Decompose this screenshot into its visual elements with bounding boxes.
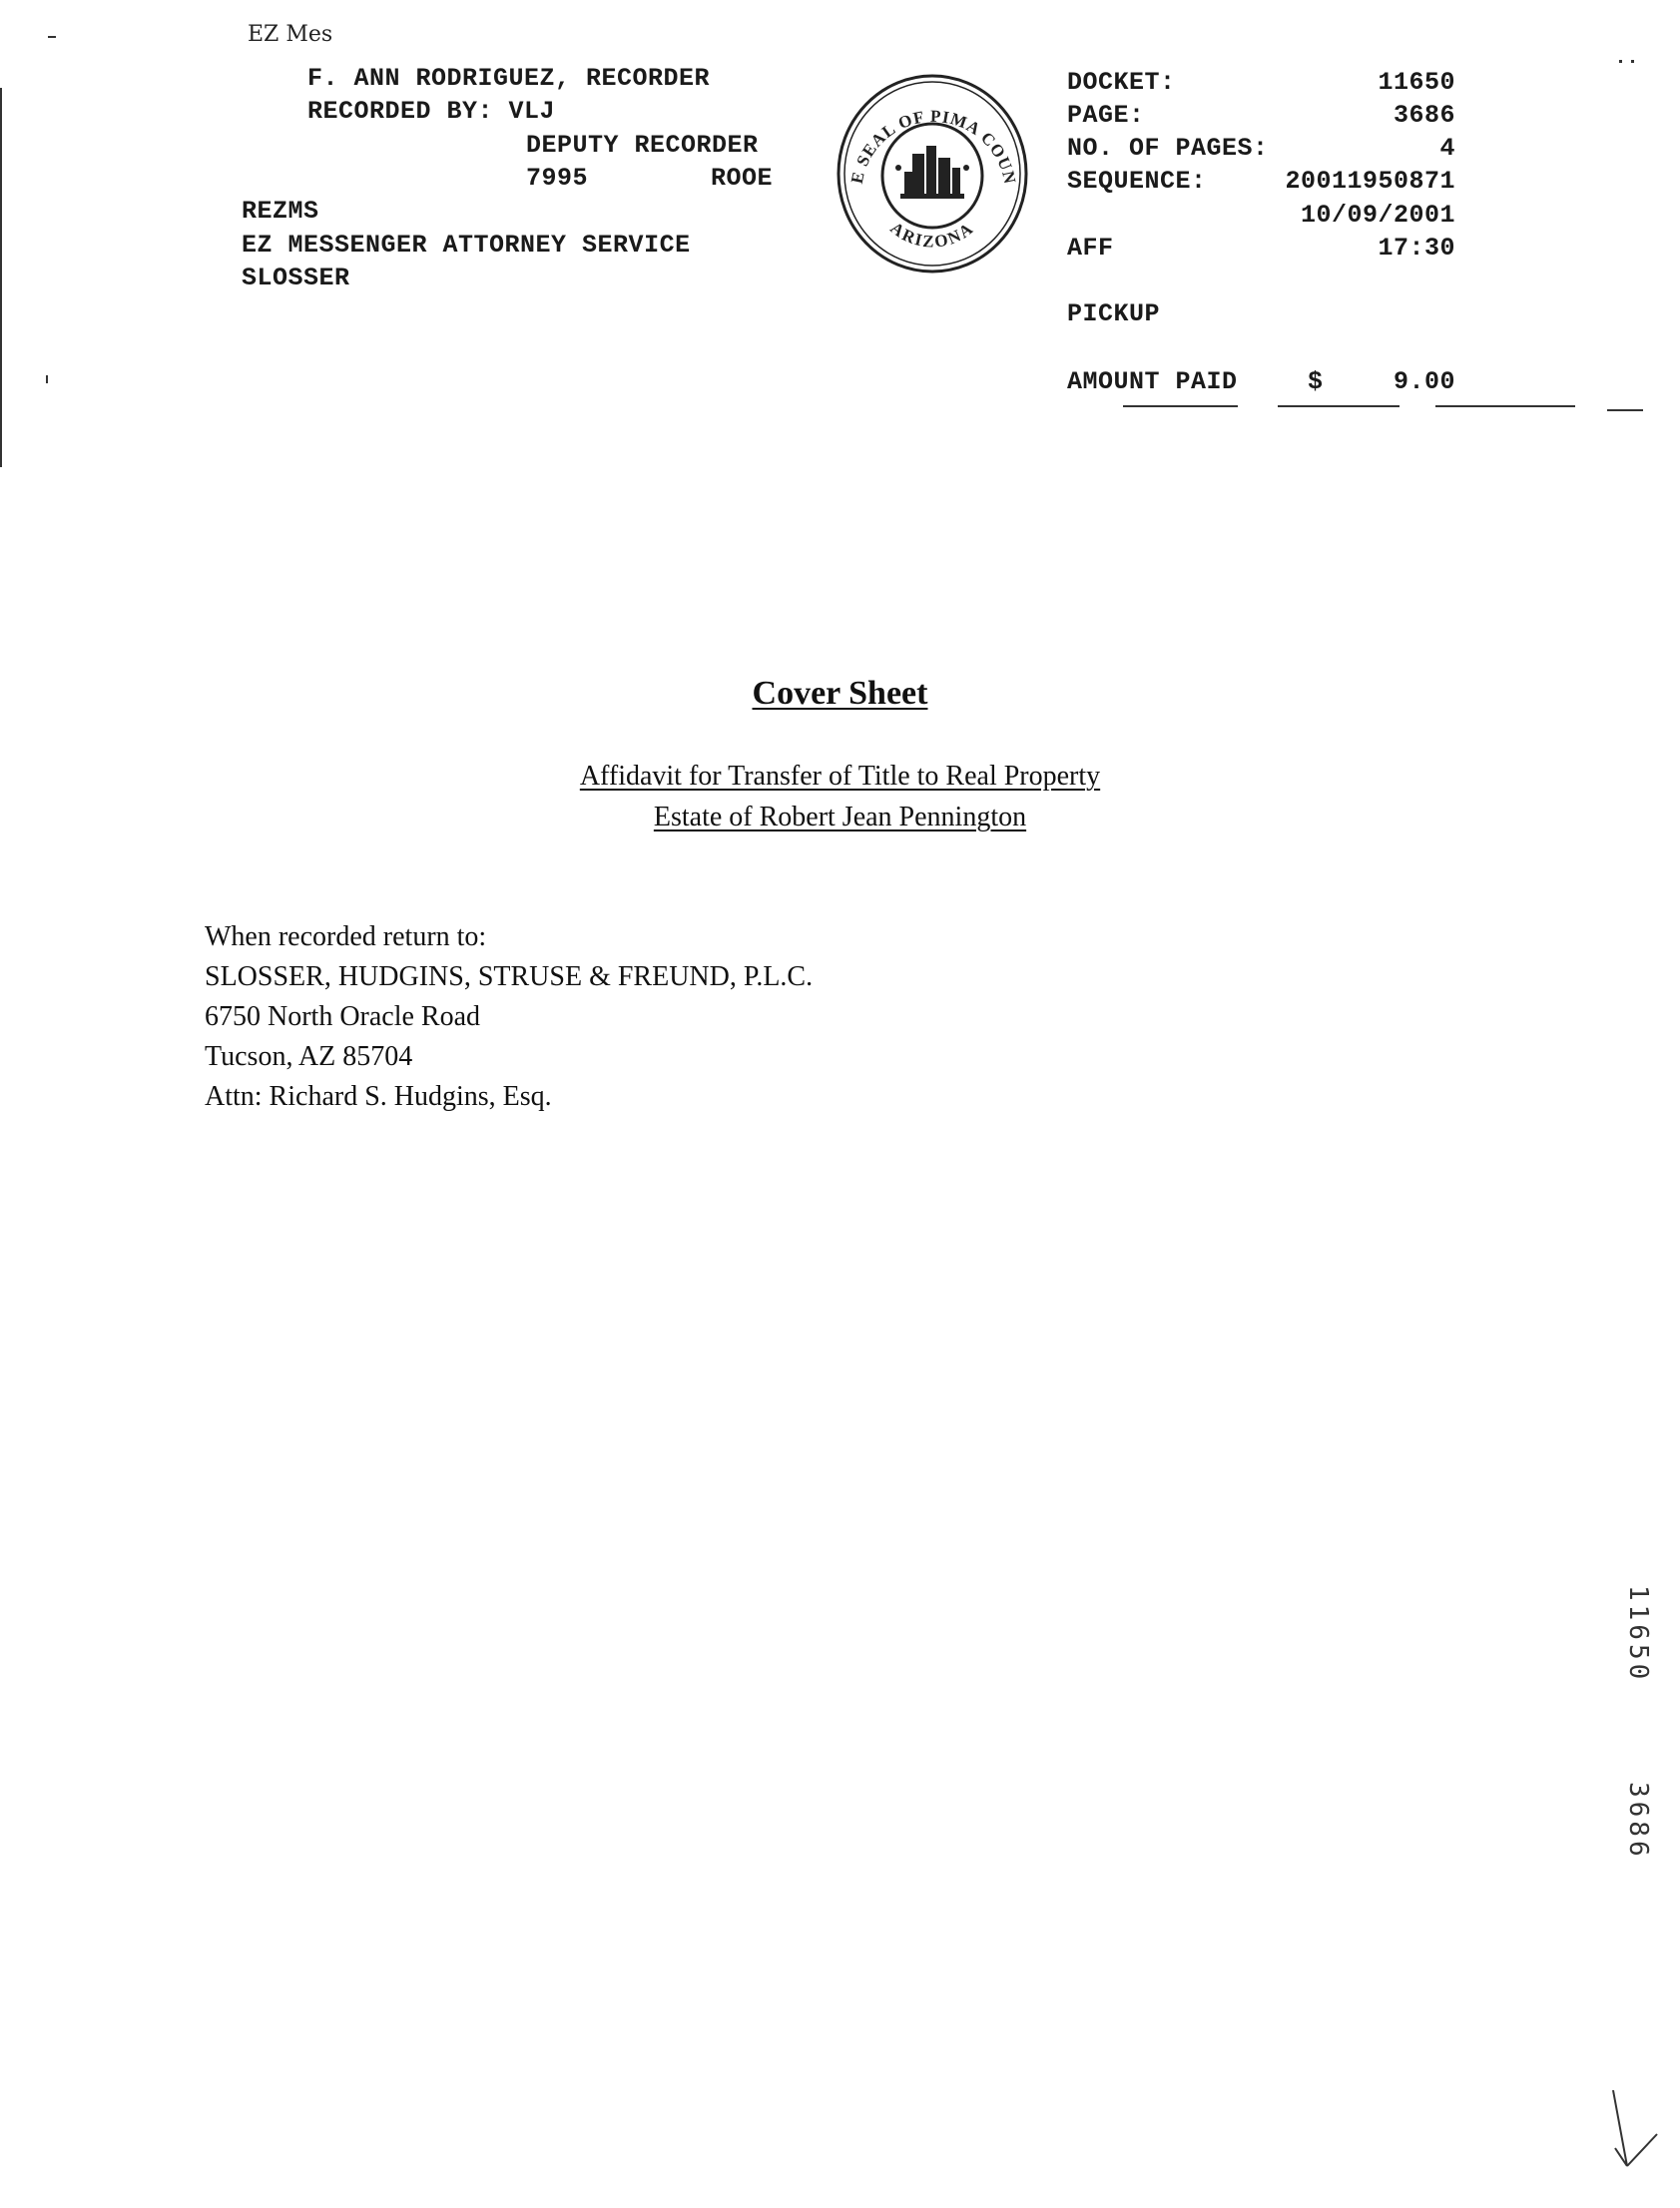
amount-currency: $ [1308, 367, 1324, 396]
return-firm-name: SLOSSER, HUDGINS, STRUSE & FREUND, P.L.C. [205, 961, 814, 992]
sequence-label: SEQUENCE: [1067, 167, 1207, 196]
deputy-recorder: DEPUTY RECORDER [526, 131, 759, 160]
amount-paid-value: 9.00 [1393, 367, 1455, 396]
cover-subtitle-line2: Estate of Robert Jean Pennington [653, 802, 1027, 832]
margin-stamp-page: 3686 [1623, 1782, 1653, 1861]
slosser-label: SLOSSER [242, 264, 350, 292]
record-time: 17:30 [1378, 234, 1455, 263]
underline-segment [1607, 409, 1643, 411]
cover-title: Cover Sheet [752, 675, 928, 712]
county-seal [835, 72, 1030, 276]
sequence-value: 20011950871 [1285, 167, 1455, 196]
margin-stamp-docket: 11650 [1623, 1585, 1653, 1684]
recorder-name: F. ANN RODRIGUEZ, RECORDER [307, 64, 711, 93]
underline-segment [1123, 405, 1238, 407]
pages-value: 4 [1439, 134, 1455, 163]
scan-mark [1619, 60, 1622, 63]
recorder-code-right: ROOE [711, 164, 774, 193]
return-city-state-zip: Tucson, AZ 85704 [205, 1041, 413, 1072]
underline-segment [1278, 405, 1400, 407]
scan-edge-line [0, 88, 2, 467]
recorder-code-left: 7995 [526, 164, 589, 193]
recorded-by: RECORDED BY: VLJ [307, 97, 556, 126]
pages-label: NO. OF PAGES: [1067, 134, 1269, 163]
page-label: PAGE: [1067, 101, 1145, 130]
amount-paid-label: AMOUNT PAID [1067, 367, 1238, 396]
scan-mark [46, 375, 48, 383]
rezms-code: REZMS [242, 197, 319, 226]
scan-mark [1631, 60, 1634, 63]
pickup-label: PICKUP [1067, 299, 1161, 328]
seal-graphic [835, 72, 1030, 276]
page-value: 3686 [1393, 101, 1455, 130]
seal-top-text: E SEAL OF PIMA COUN [846, 106, 1020, 187]
seal-emblem [895, 146, 969, 199]
return-to-heading: When recorded return to: [205, 921, 487, 952]
svg-text:ARIZONA [887, 219, 978, 252]
messenger-service: EZ MESSENGER ATTORNEY SERVICE [242, 231, 691, 260]
seal-bottom-text: ARIZONA [886, 218, 978, 252]
underline-segment [1435, 405, 1575, 407]
return-attention: Attn: Richard S. Hudgins, Esq. [205, 1081, 552, 1112]
docket-value: 11650 [1378, 68, 1455, 97]
cover-subtitle-line1: Affidavit for Transfer of Title to Real Property [579, 761, 1101, 792]
aff-label: AFF [1067, 234, 1114, 263]
handwritten-note: EZ Mes [248, 22, 333, 47]
scan-mark [48, 36, 56, 38]
record-date: 10/09/2001 [1300, 201, 1455, 230]
return-street: 6750 North Oracle Road [205, 1001, 481, 1032]
handwritten-scribble [1607, 2086, 1667, 2176]
docket-label: DOCKET: [1067, 68, 1176, 97]
